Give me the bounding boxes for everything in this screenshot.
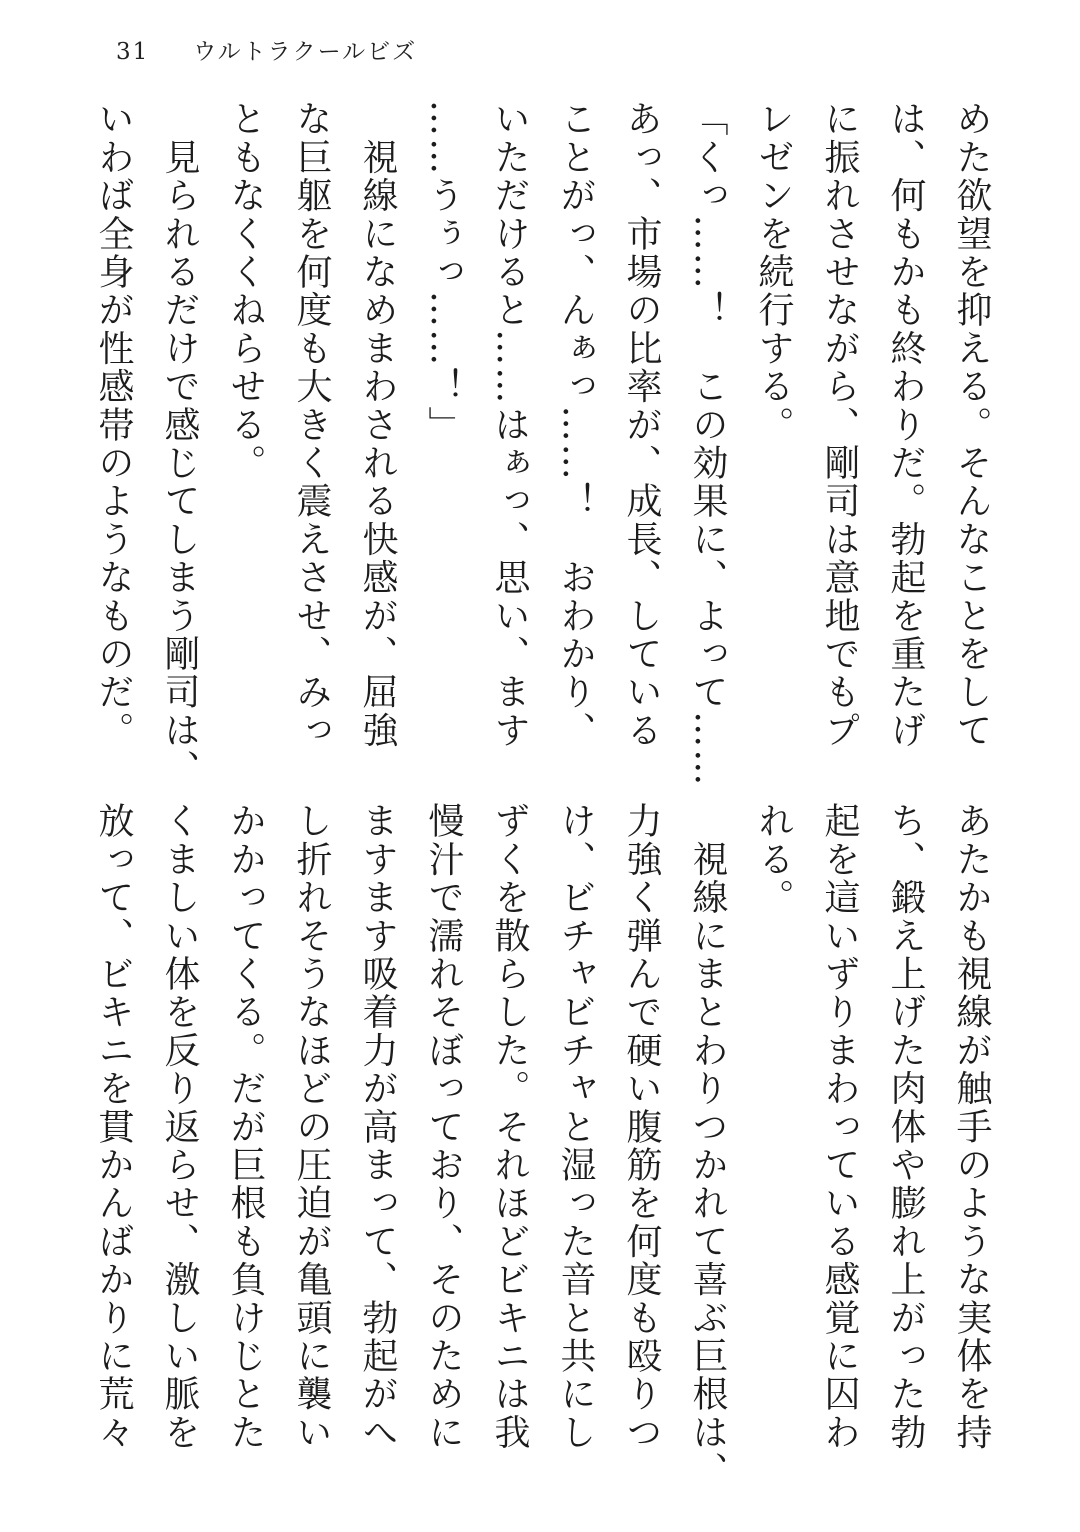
text-column: ともなくくねらせる。 bbox=[225, 100, 266, 482]
text-column: いただけると……はぁっ、思い、ます bbox=[489, 100, 530, 750]
text-column: あっ、市場の比率が、成長、している bbox=[621, 100, 662, 750]
text-column: 視線になめまわされる快感が、屈強 bbox=[357, 100, 398, 750]
text-column: 視線にまとわりつかれて喜ぶ巨根は、 bbox=[687, 802, 728, 1490]
text-column: は、何もかも終わりだ。勃起を重たげ bbox=[885, 100, 926, 750]
text-column: に振れさせながら、剛司は意地でもプ bbox=[819, 100, 860, 750]
text-column: 「くっ……！ この効果に、よって…… bbox=[687, 100, 728, 788]
text-column: かかってくる。だが巨根も負けじとた bbox=[225, 802, 266, 1452]
text-column: ことがっ、んぁっ……！ おわかり、 bbox=[555, 100, 596, 750]
text-column: レゼンを続行する。 bbox=[753, 100, 794, 444]
text-column: めた欲望を抑える。そんなことをして bbox=[951, 100, 992, 750]
text-block-bottom bbox=[80, 802, 1004, 1490]
text-block-top bbox=[80, 100, 1004, 788]
text-column: いわば全身が性感帯のようなものだ。 bbox=[93, 100, 134, 750]
text-column: 起を這いずりまわっている感覚に囚わ bbox=[819, 802, 860, 1452]
text-column: れる。 bbox=[753, 802, 794, 917]
page-number: 31 bbox=[116, 39, 150, 65]
text-column: し折れそうなほどの圧迫が亀頭に襲い bbox=[291, 802, 332, 1452]
text-column: くましい体を反り返らせ、激しい脈を bbox=[159, 802, 200, 1452]
text-column: け、ビチャビチャと湿った音と共にし bbox=[555, 802, 596, 1452]
text-column: ち、鍛え上げた肉体や膨れ上がった勃 bbox=[885, 802, 926, 1452]
text-column: 慢汁で濡れそぼっており、そのために bbox=[423, 802, 464, 1452]
text-column: あたかも視線が触手のような実体を持 bbox=[951, 802, 992, 1452]
text-column: 放って、ビキニを貫かんばかりに荒々 bbox=[93, 802, 134, 1452]
text-column: ずくを散らした。それほどビキニは我 bbox=[489, 802, 530, 1452]
text-column: ますます吸着力が高まって、勃起がへ bbox=[357, 802, 398, 1452]
book-title: ウルトラクールビズ bbox=[193, 39, 418, 65]
text-column: 見られるだけで感じてしまう剛司は、 bbox=[159, 100, 200, 788]
page-header bbox=[116, 33, 417, 66]
text-column: ……うぅっ……！」 bbox=[423, 100, 464, 444]
text-column: 力強く弾んで硬い腹筋を何度も殴りつ bbox=[621, 802, 662, 1452]
text-column: な巨躯を何度も大きく震えさせ、みっ bbox=[291, 100, 332, 750]
